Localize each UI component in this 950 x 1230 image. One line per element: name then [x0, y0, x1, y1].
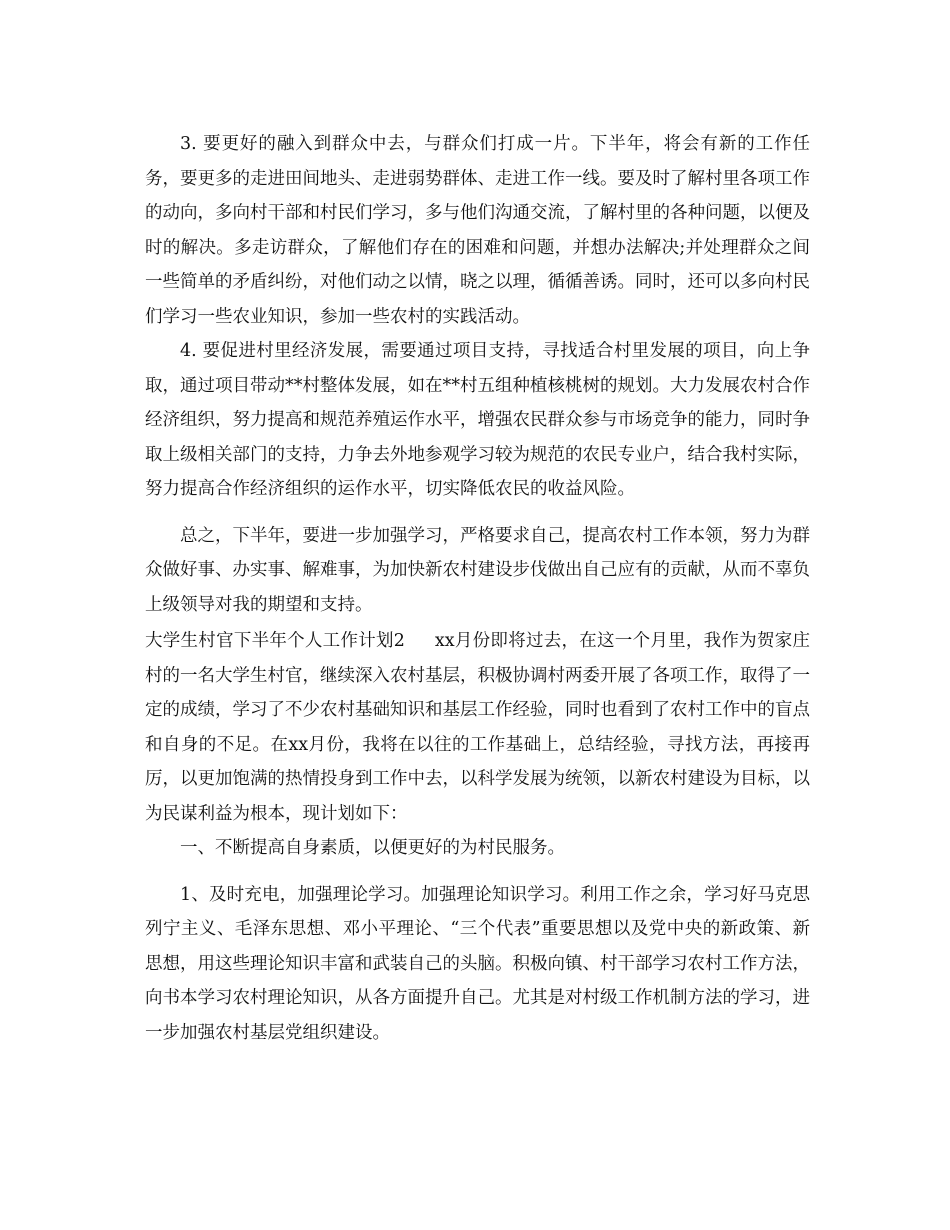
paragraph-point-4: 4. 要促进村里经济发展，需要通过项目支持，寻找适合村里发展的项目，向上争取，通过项目带动**村整体发展，如在**村五组种植核桃树的规划。大力发展农村合作经济组织，努力提高和规范养殖运作水平，增强农民群众参与市场竞争的能力，同时争取上级相关部门的支持，力争去外地参观学习较为规范的农民专业户，结合我村实际，努力提高合作经济组织的运作水平，切实降低农民的收益风险。	[145, 341, 810, 499]
paragraph-summary: 总之，下半年，要进一步加强学习，严格要求自己，提高农村工作本领，努力为群众做好事、办实事、解难事，为加快新农村建设步伐做出自己应有的贡献，从而不辜负上级领导对我的期望和支持。	[145, 525, 810, 615]
section-title: 大学生村官下半年个人工作计划2	[145, 631, 405, 651]
section-intro: xx月份即将过去，在这一个月里，我作为贺家庄村的一名大学生村官，继续深入农村基层，积极协调村两委开展了各项工作，取得了一定的成绩，学习了不少农村基础知识和基层工作经验，同时也看到了农村工作中的盲点和自身的不足。在xx月份，我将在以往的工作基础上，总结经验，寻找方法，再接再厉，以更加饱满的热情投身到工作中去，以科学发展为统领，以新农村建设为目标，以为民谋利益为根本，现计划如下：	[145, 631, 810, 824]
document-page	[145, 127, 810, 1050]
paragraph-point-3: 3. 要更好的融入到群众中去，与群众们打成一片。下半年，将会有新的工作任务，要更多的走进田间地头、走进弱势群体、走进工作一线。要及时了解村里各项工作的动向，多向村干部和村民们学习，多与他们沟通交流，了解村里的各种问题，以便及时的解决。多走访群众，了解他们存在的困难和问题，并想办法解决;并处理群众之间一些简单的矛盾纠纷，对他们动之以情，晓之以理，循循善诱。同时，还可以多向村民们学习一些农业知识，参加一些农村的实践活动。	[145, 134, 810, 327]
paragraph-point-1: 1、及时充电，加强理论学习。加强理论知识学习。利用工作之余，学习好马克思列宁主义、毛泽东思想、邓小平理论、“三个代表”重要思想以及党中央的新政策、新思想，用这些理论知识丰富和武装自己的头脑。积极向镇、村干部学习农村工作方法，向书本学习农村理论知识，从各方面提升自己。尤其是对村级工作机制方法的学习，进一步加强农村基层党组织建设。	[145, 884, 810, 1043]
section-block	[145, 624, 810, 831]
heading-1: 一、不断提高自身素质，以便更好的为村民服务。	[180, 838, 565, 858]
